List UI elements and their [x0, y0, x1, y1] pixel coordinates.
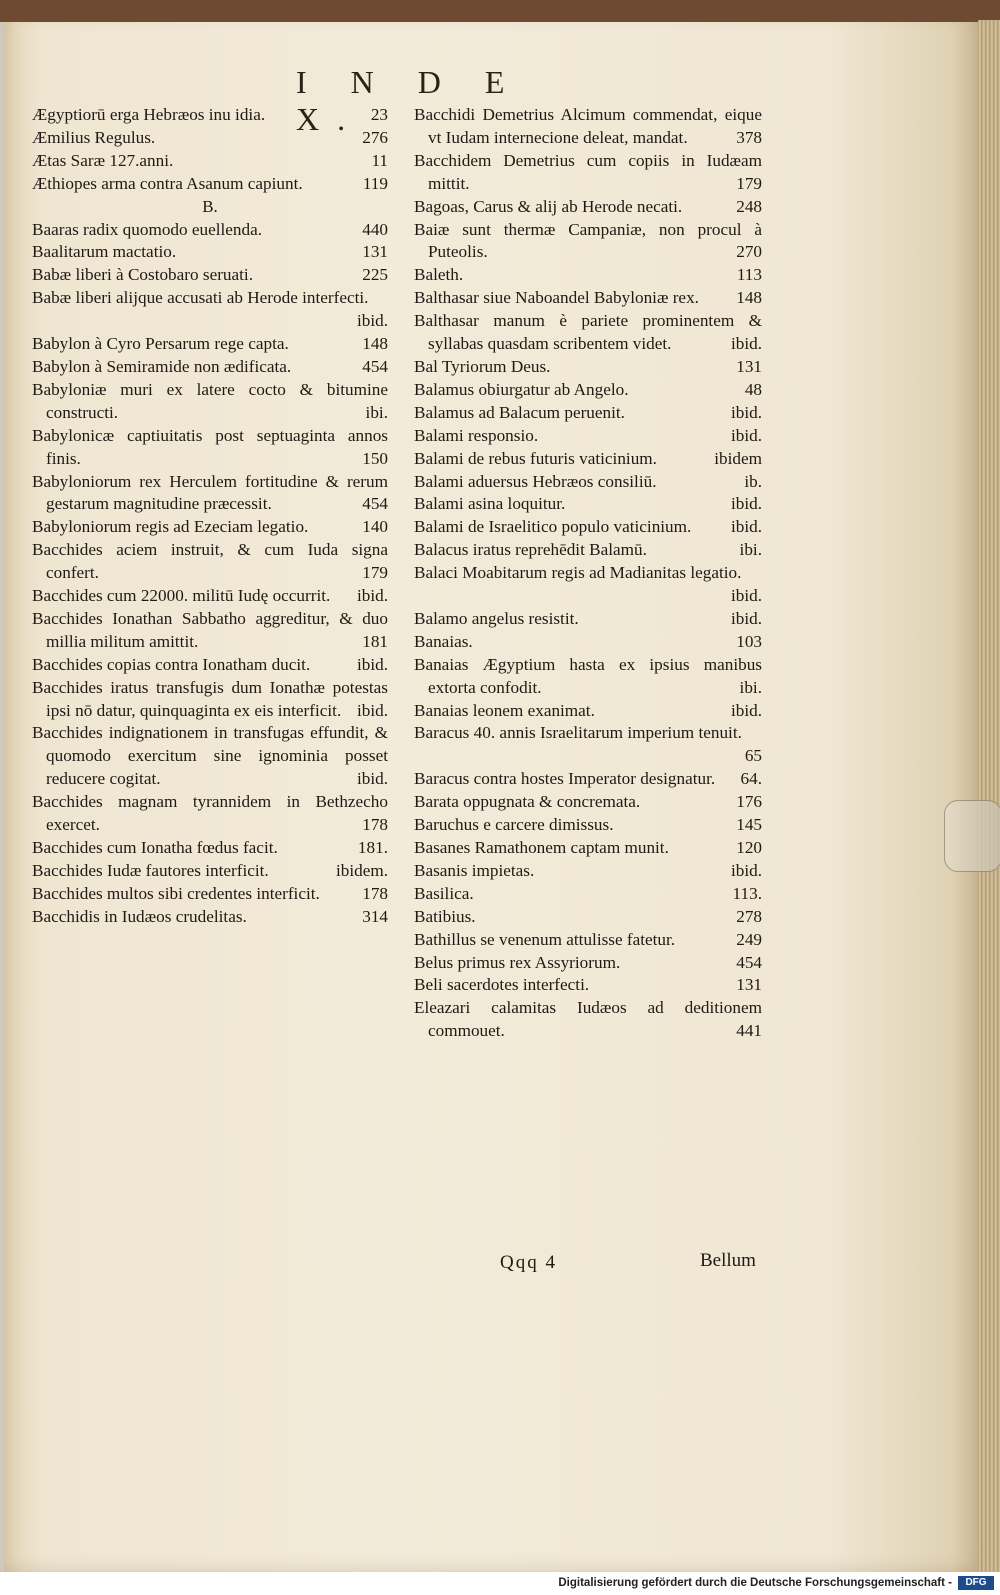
entry-text: Babæ liberi alijque accusati ab Herode interfecti. — [32, 288, 369, 308]
page-reference: ibid. — [730, 494, 762, 514]
index-entry — [32, 471, 388, 517]
index-entry — [414, 700, 762, 723]
page-reference: 454 — [362, 494, 388, 514]
entry-text: Balami responsio. — [414, 425, 539, 445]
entry-text: Banaias leonem exanimat. — [414, 700, 595, 720]
page-reference: ibid. — [356, 311, 388, 331]
entry-text: Baaras radix quomodo euellenda. — [32, 219, 263, 239]
index-entry — [414, 425, 762, 448]
footer-bar — [0, 1572, 1000, 1595]
index-entry — [32, 791, 388, 837]
entry-text: Bal Tyriorum Deus. — [414, 356, 551, 376]
index-entry — [32, 127, 388, 150]
entry-text: Baiæ sunt thermæ Campaniæ, non procul à Puteolis. — [414, 219, 762, 262]
index-entry — [414, 402, 762, 425]
index-entry — [414, 448, 762, 471]
dfg-logo: DFG — [958, 1576, 994, 1590]
signature-mark: Qqq 4 — [500, 1252, 557, 1273]
entry-text: Balaci Moabitarum regis ad Madianitas legatio. — [414, 563, 742, 583]
page-reference: ib. — [744, 471, 762, 491]
entry-text: Baruchus e carcere dimissus. — [414, 815, 614, 835]
entry-text: Balami de rebus futuris vaticinium. — [414, 448, 657, 468]
index-entry — [414, 654, 762, 700]
entry-text: Baleth. — [414, 265, 464, 285]
page-reference: ibid. — [356, 700, 388, 720]
entry-text: Babyloniæ muri ex latere cocto & bitumine constructi. — [32, 379, 388, 422]
page-reference: 181. — [357, 838, 388, 857]
page-reference: 103 — [736, 631, 762, 651]
entry-text: Batibius. — [414, 906, 476, 926]
index-entry — [32, 333, 388, 356]
index-entry — [32, 287, 388, 333]
page-reference: 113. — [732, 883, 762, 903]
entry-text: Basilica. — [414, 883, 474, 903]
index-entry — [414, 814, 762, 837]
page-reference: 248 — [736, 196, 762, 216]
index-entry — [32, 654, 388, 677]
entry-text: Bacchides Iudæ fautores interficit. — [32, 860, 269, 880]
page-reference: ibi. — [739, 540, 762, 560]
page-reference: 176 — [736, 792, 762, 812]
index-entry — [414, 287, 762, 310]
entry-text: Ægyptiorū erga Hebræos inu idia. — [32, 105, 266, 124]
index-entry — [414, 860, 762, 883]
entry-text: Basanes Ramathonem captam munit. — [414, 838, 669, 857]
entry-text: Æthiopes arma contra Asanum capiunt. — [32, 173, 303, 193]
entry-text: Balami de Israelitico populo vaticinium. — [414, 517, 692, 537]
page-reference: ibid. — [730, 334, 762, 354]
entry-text: Banaias Ægyptium hasta ex ipsius manibus extorta confodit. — [414, 654, 762, 697]
entry-text: Bathillus se venenum attulisse fatetur. — [414, 929, 676, 949]
index-entry — [414, 883, 762, 906]
entry-text: Barata oppugnata & concremata. — [414, 792, 641, 812]
index-column-right — [414, 104, 762, 1043]
entry-text: Bacchidis in Iudæos crudelitas. — [32, 906, 247, 926]
index-entry — [32, 722, 388, 791]
entry-text: Baalitarum mactatio. — [32, 242, 177, 262]
entry-text: Bacchides cum Ionatha fœdus facit. — [32, 838, 278, 857]
page-reference: 454 — [736, 952, 762, 972]
page-reference: 440 — [362, 219, 388, 239]
index-entry — [32, 516, 388, 539]
index-entry — [414, 952, 762, 975]
index-entry — [414, 608, 762, 631]
index-entry — [32, 241, 388, 264]
index-entry — [414, 837, 762, 860]
index-entry — [32, 356, 388, 379]
page-reference: ibidem — [714, 448, 762, 468]
entry-text: Beli sacerdotes interfecti. — [414, 975, 590, 995]
page-reference: 148 — [362, 334, 388, 354]
index-entry — [414, 104, 762, 150]
page-reference: 441 — [736, 1021, 762, 1041]
page-reference: 65 — [744, 746, 762, 766]
page-heading: I N D E X. — [296, 64, 523, 137]
page-reference: 276 — [362, 127, 388, 147]
index-entry — [32, 677, 388, 723]
page-reference: 314 — [362, 906, 388, 926]
index-entry — [32, 883, 388, 906]
page-reference: 48 — [744, 379, 762, 399]
entry-text: Balami aduersus Hebræos consiliū. — [414, 471, 657, 491]
page-reference: 64. — [740, 769, 762, 789]
page-reference: 131 — [736, 356, 762, 376]
index-entry — [32, 585, 388, 608]
page-reference: 179 — [362, 563, 388, 583]
page-reference: 178 — [362, 883, 388, 903]
index-entry — [414, 997, 762, 1043]
index-column-left — [32, 104, 388, 929]
page-reference: 23 — [370, 105, 388, 124]
page-reference: 225 — [362, 265, 388, 285]
entry-text: Bacchides copias contra Ionatham ducit. — [32, 654, 311, 674]
entry-text: Babyloniorum rex Herculem fortitudine & rerum gestarum magnitudine præcessit. — [32, 471, 388, 514]
page-reference: 378 — [736, 127, 762, 147]
index-entry — [414, 906, 762, 929]
index-entry — [414, 493, 762, 516]
page-reference: ibid. — [730, 586, 762, 606]
page-reference: 249 — [736, 929, 762, 949]
index-entry — [414, 631, 762, 654]
entry-text: Bacchides magnam tyrannidem in Bethzecho exercet. — [32, 792, 388, 835]
index-entry — [32, 150, 388, 173]
index-entry — [32, 379, 388, 425]
entry-text: Balamo angelus resistit. — [414, 608, 579, 628]
index-entry — [414, 219, 762, 265]
entry-text: Eleazari calamitas Iudæos ad deditionem commouet. — [414, 998, 762, 1041]
entry-text: Basanis impietas. — [414, 860, 535, 880]
entry-text: Balthasar manum è pariete prominentem & syllabas quasdam scribentem videt. — [414, 311, 762, 354]
entry-text: Bacchidi Demetrius Alcimum commendat, eique vt Iudam internecione deleat, mandat. — [414, 105, 762, 147]
page-reference: ibid. — [730, 700, 762, 720]
index-entry — [32, 539, 388, 585]
index-entry — [32, 104, 388, 127]
index-entry — [32, 264, 388, 287]
index-entry — [414, 516, 762, 539]
entry-text: Babylon à Cyro Persarum rege capta. — [32, 334, 289, 354]
index-entry — [32, 906, 388, 929]
index-entry — [414, 929, 762, 952]
entry-text: Bacchidem Demetrius cum copiis in Iudæam mittit. — [414, 150, 762, 193]
index-entry — [414, 310, 762, 356]
entry-text: Bacchides aciem instruit, & cum Iuda signa confert. — [32, 540, 388, 583]
page-reference: 181 — [362, 631, 388, 651]
catchword: Bellum — [700, 1250, 756, 1271]
page-reference: 11 — [371, 150, 388, 170]
index-entry — [414, 471, 762, 494]
page-reference: 179 — [736, 173, 762, 193]
entry-text: Balamus obiurgatur ab Angelo. — [414, 379, 629, 399]
index-entry — [414, 356, 762, 379]
page-reference: ibid. — [356, 586, 388, 606]
index-entry — [32, 173, 388, 196]
entry-text: Balamus ad Balacum peruenit. — [414, 402, 625, 422]
entry-text: Balami asina loquitur. — [414, 494, 566, 514]
page-reference: 150 — [362, 448, 388, 468]
index-entry — [414, 150, 762, 196]
index-entry — [414, 379, 762, 402]
page-reference: 140 — [362, 517, 388, 537]
index-entry — [414, 768, 762, 791]
index-entry — [32, 219, 388, 242]
page-reference: ibid. — [730, 517, 762, 537]
index-entry — [414, 791, 762, 814]
page-reference: ibid. — [730, 402, 762, 422]
entry-text: Belus primus rex Assyriorum. — [414, 952, 621, 972]
index-entry — [32, 860, 388, 883]
page-reference: 145 — [736, 815, 762, 835]
entry-text: Ætas Saræ 127.anni. — [32, 150, 174, 170]
entry-text: Baracus 40. annis Israelitarum imperium tenuit. — [414, 723, 742, 743]
page-reference: ibid. — [730, 608, 762, 628]
page-reference: 120 — [736, 838, 762, 857]
page-reference: ibid. — [356, 654, 388, 674]
footer-credit: Digitalisierung gefördert durch die Deutsche Forschungsgemeinschaft - — [558, 1577, 952, 1589]
entry-text: Bacchides cum 22000. militū Iudę occurrit. — [32, 586, 331, 606]
page-reference: ibid. — [356, 769, 388, 789]
page-clip — [944, 800, 1000, 872]
page-edges — [978, 20, 1000, 1572]
page-reference: 178 — [362, 815, 388, 835]
page-reference: ibi. — [739, 677, 762, 697]
page-reference: 131 — [736, 975, 762, 995]
entry-text: Babylon à Semiramide non ædificata. — [32, 356, 292, 376]
index-entry — [32, 608, 388, 654]
page-reference: 278 — [736, 906, 762, 926]
page-reference: ibid. — [730, 425, 762, 445]
entry-text: Bacchides indignationem in transfugas effundit, & quomodo exercitum sine ignominia posset reducere cogitat. — [32, 723, 388, 789]
page-reference: ibid. — [730, 860, 762, 880]
entry-text: Bagoas, Carus & alij ab Herode necati. — [414, 196, 683, 216]
entry-text: Balacus iratus reprehēdit Balamū. — [414, 540, 647, 560]
page-reference: 270 — [736, 242, 762, 262]
book-cover-edge — [0, 0, 1000, 22]
page-reference: 113 — [736, 265, 762, 285]
index-entry — [414, 196, 762, 219]
index-entry — [414, 264, 762, 287]
page-reference: 454 — [362, 356, 388, 376]
entry-text: Babylonicæ captiuitatis post septuaginta annos finis. — [32, 425, 388, 468]
entry-text: Banaias. — [414, 631, 473, 651]
entry-text: Baracus contra hostes Imperator designatur. — [414, 769, 716, 789]
index-entry — [414, 539, 762, 562]
index-entry — [414, 722, 762, 768]
page-reference: 131 — [362, 242, 388, 262]
index-entry — [32, 837, 388, 860]
index-entry — [32, 425, 388, 471]
index-entry — [414, 562, 762, 608]
section-letter: B. — [202, 196, 218, 216]
entry-text: Bacchides multos sibi credentes interficit. — [32, 883, 320, 903]
page-reference: 148 — [736, 288, 762, 308]
index-entry — [414, 974, 762, 997]
entry-text: Bacchides iratus transfugis dum Ionathæ potestas ipsi nō datur, quinquaginta ex eis interficit. — [32, 677, 388, 720]
entry-text: Bacchides Ionathan Sabbatho aggreditur, & duo millia militum amittit. — [32, 608, 388, 651]
entry-text: Babyloniorum regis ad Ezeciam legatio. — [32, 517, 309, 537]
entry-text: Balthasar siue Naboandel Babyloniæ rex. — [414, 288, 699, 308]
page-reference: ibidem. — [335, 860, 388, 880]
entry-text: Æmilius Regulus. — [32, 127, 156, 147]
page-reference: ibi. — [365, 402, 388, 422]
entry-text: Babæ liberi à Costobaro seruati. — [32, 265, 254, 285]
page-reference: 119 — [362, 173, 388, 193]
